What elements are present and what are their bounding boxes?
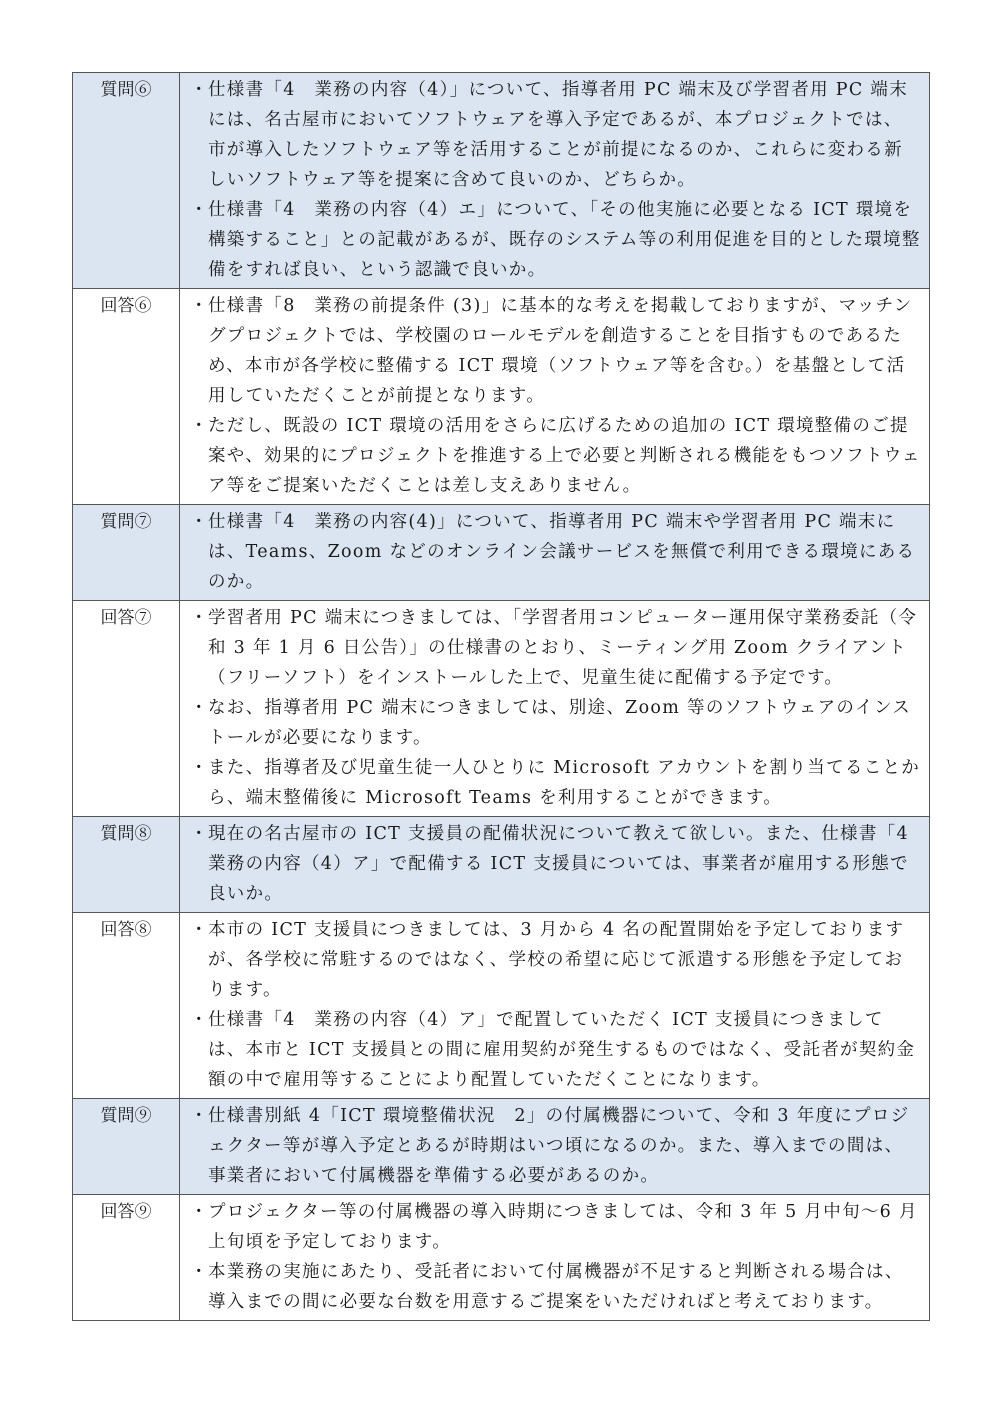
bullet-marker: ・ (190, 758, 209, 778)
bullet-marker: ・ (190, 200, 209, 220)
bullet-marker: ・ (190, 1202, 209, 1222)
question-row (73, 73, 930, 289)
bullet-marker: ・ (190, 512, 209, 532)
bullet-text: プロジェクター等の付属機器の導入時期につきましては、令和 3 年 5 月中旬～6 月上旬頃を予定しております。 (208, 1202, 918, 1252)
question-label: 質問⑦ (73, 505, 180, 601)
bullet-text: 現在の名古屋市の ICT 支援員の配備状況について教えて欲しい。また、仕様書「4 業務の内容（4）ア」で配備する ICT 支援員については、事業者が雇用する形態で良いか。 (208, 824, 928, 904)
bullet-marker: ・ (190, 296, 209, 316)
answer-row (73, 289, 930, 505)
answer-row (73, 601, 930, 817)
bullet-item (188, 915, 921, 1005)
bullet-text: ただし、既設の ICT 環境の活用をさらに広げるための追加の ICT 環境整備のご提案や、効果的にプロジェクトを推進する上で必要と判断される機能をもつソフトウェア等をご提案いただくことは差し支えありません。 (208, 416, 921, 496)
bullet-text: 仕様書「8 業務の前提条件 (3)」に基本的な考えを掲載しておりますが、マッチングプロジェクトでは、学校園のロールモデルを創造することを目指すものであるため、本市が各学校に整備する ICT 環境（ソフトウェア等を含む。）を基盤として活用していただくことが前提となります。 (208, 296, 913, 406)
bullet-item (188, 195, 921, 285)
bullet-marker: ・ (190, 1262, 209, 1282)
bullet-item (188, 1005, 921, 1095)
answer-body (180, 601, 930, 817)
bullet-item (188, 291, 921, 411)
bullet-marker: ・ (190, 698, 209, 718)
bullet-item (188, 753, 921, 813)
question-label: 質問⑨ (73, 1099, 180, 1195)
bullet-item (188, 1101, 921, 1191)
answer-label: 回答⑨ (73, 1195, 180, 1321)
question-label: 質問⑥ (73, 73, 180, 289)
bullet-marker: ・ (190, 920, 209, 940)
bullet-item (188, 693, 921, 753)
bullet-marker: ・ (190, 824, 209, 844)
question-body (180, 505, 930, 601)
answer-body (180, 1195, 930, 1321)
bullet-item (188, 507, 921, 597)
bullet-marker: ・ (190, 416, 209, 436)
question-row (73, 505, 930, 601)
question-label: 質問⑧ (73, 817, 180, 913)
bullet-item (188, 1257, 921, 1317)
qa-table-body (73, 73, 930, 1321)
answer-body (180, 289, 930, 505)
bullet-text: 仕様書「4 業務の内容(4)」について、指導者用 PC 端末や学習者用 PC 端末には、Teams、Zoom などのオンライン会議サービスを無償で利用できる環境にあるのか。 (208, 512, 916, 592)
bullet-marker: ・ (190, 80, 209, 100)
bullet-item (188, 411, 921, 501)
bullet-item (188, 603, 921, 693)
question-body (180, 1099, 930, 1195)
bullet-text: 仕様書「4 業務の内容（4）」について、指導者用 PC 端末及び学習者用 PC 端末には、名古屋市においてソフトウェアを導入予定であるが、本プロジェクトでは、市が導入したソフトウェア等を活用することが前提になるのか、これらに変わる新しいソフトウェア等を提案に含めて良いのか、どちらか。 (208, 80, 908, 190)
answer-body (180, 913, 930, 1099)
bullet-marker: ・ (190, 1106, 209, 1126)
question-row (73, 1099, 930, 1195)
bullet-text: 本業務の実施にあたり、受託者において付属機器が不足すると判断される場合は、導入までの間に必要な台数を用意するご提案をいただければと考えております。 (208, 1262, 904, 1312)
qa-table (72, 72, 930, 1321)
answer-label: 回答⑦ (73, 601, 180, 817)
answer-row (73, 1195, 930, 1321)
bullet-text: 仕様書別紙 4「ICT 環境整備状況 2」の付属機器について、令和 3 年度にプロジェクター等が導入予定とあるが時期はいつ頃になるのか。また、導入までの間は、事業者において付属機器を準備する必要があるのか。 (208, 1106, 910, 1186)
bullet-marker: ・ (190, 1010, 209, 1030)
bullet-text: 仕様書「4 業務の内容（4）エ」について、「その他実施に必要となる ICT 環境を構築すること」との記載があるが、既存のシステム等の利用促進を目的とした環境整備をすれば良い、という認識で良いか。 (208, 200, 921, 280)
bullet-text: 学習者用 PC 端末につきましては、「学習者用コンピューター運用保守業務委託（令和 3 年 1 月 6 日公告）」の仕様書のとおり、ミーティング用 Zoom クライアント（フリーソフト）をインストールした上で、児童生徒に配備する予定です。 (208, 608, 918, 688)
question-body (180, 73, 930, 289)
bullet-item (188, 819, 928, 909)
answer-label: 回答⑧ (73, 913, 180, 1099)
question-body (180, 817, 930, 913)
bullet-marker: ・ (190, 608, 209, 628)
answer-row (73, 913, 930, 1099)
bullet-item (188, 75, 921, 195)
bullet-text: 仕様書「4 業務の内容（4）ア」で配置していただく ICT 支援員につきましては、本市と ICT 支援員との間に雇用契約が発生するものではなく、受託者が契約金額の中で雇用等することにより配置していただくことになります。 (208, 1010, 916, 1090)
bullet-text: 本市の ICT 支援員につきましては、3 月から 4 名の配置開始を予定しておりますが、各学校に常駐するのではなく、学校の希望に応じて派遣する形態を予定しております。 (208, 920, 905, 1000)
question-row (73, 817, 930, 913)
answer-label: 回答⑥ (73, 289, 180, 505)
bullet-text: また、指導者及び児童生徒一人ひとりに Microsoft アカウントを割り当てることから、端末整備後に Microsoft Teams を利用することができます。 (208, 758, 921, 808)
bullet-item (188, 1197, 921, 1257)
bullet-text: なお、指導者用 PC 端末につきましては、別途、Zoom 等のソフトウェアのインストールが必要になります。 (208, 698, 912, 748)
